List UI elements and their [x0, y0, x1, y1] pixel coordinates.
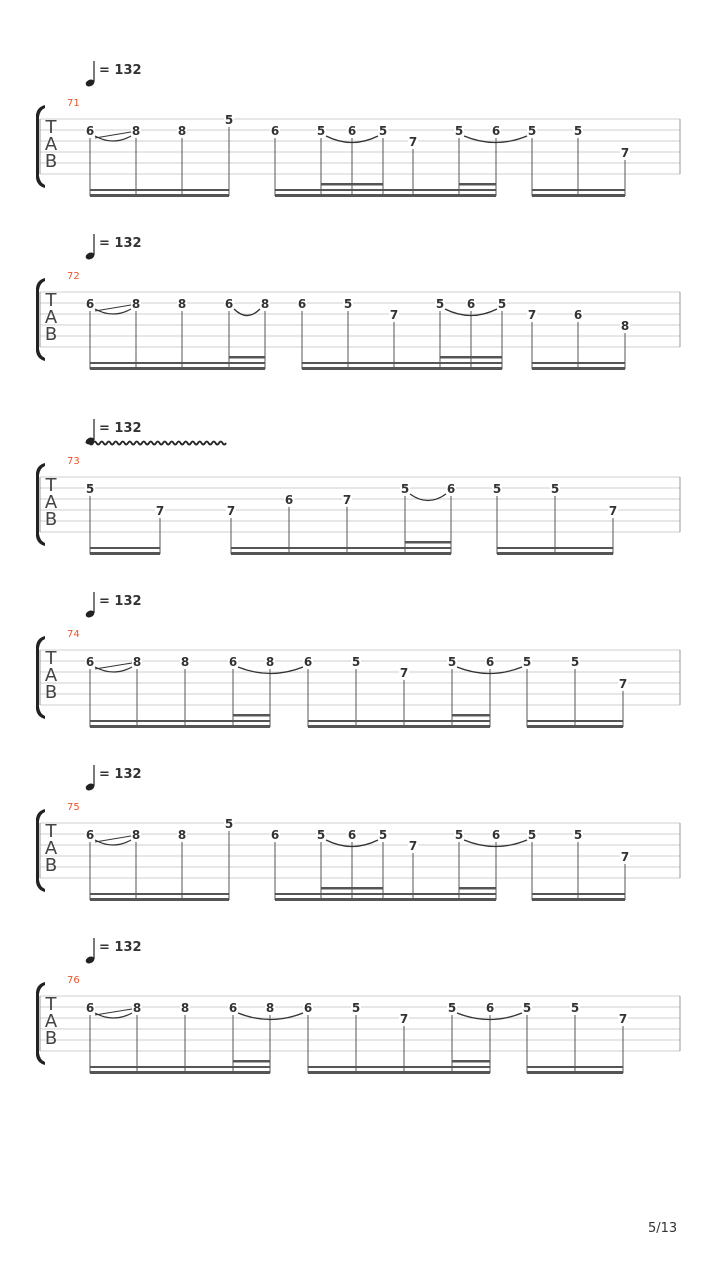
fret-number: 7: [408, 135, 418, 149]
tempo-value: = 132: [99, 594, 142, 609]
measure-number: 72: [67, 271, 80, 282]
fret-number: 6: [573, 308, 583, 322]
fret-number: 6: [85, 124, 95, 138]
beam: [527, 725, 623, 728]
tab-clef-letter: A: [44, 838, 58, 859]
fret-number: 7: [399, 1012, 409, 1026]
beam: [90, 547, 160, 549]
tab-system: [36, 938, 680, 1074]
fret-number: 7: [608, 504, 618, 518]
tab-system: [36, 234, 680, 370]
beam: [90, 1066, 270, 1068]
fret-number: 6: [297, 297, 307, 311]
fret-number: 7: [226, 504, 236, 518]
beam: [90, 362, 265, 364]
tab-clef-letter: T: [45, 648, 57, 669]
slur: [410, 494, 446, 501]
measure-number: 73: [67, 456, 80, 467]
tab-system: [36, 419, 680, 555]
fret-number: 6: [284, 493, 294, 507]
tempo-value: = 132: [99, 940, 142, 955]
beam: [90, 552, 160, 555]
fret-number: 5: [527, 828, 537, 842]
beam: [527, 720, 623, 722]
tab-clef-letter: B: [44, 509, 58, 530]
fret-number: 7: [620, 850, 630, 864]
fret-number: 5: [492, 482, 502, 496]
fret-number: 6: [466, 297, 476, 311]
fret-number: 6: [85, 1001, 95, 1015]
tab-system: [36, 61, 680, 197]
beam: [90, 189, 229, 191]
beam: [90, 1071, 270, 1074]
sixteenth-beam: [229, 356, 265, 359]
fret-number: 5: [316, 124, 326, 138]
tab-system: [36, 592, 680, 728]
sixteenth-beam: [405, 541, 451, 544]
fret-number: 7: [527, 308, 537, 322]
fret-number: 6: [446, 482, 456, 496]
tempo-value: = 132: [99, 63, 142, 78]
fret-number: 7: [342, 493, 352, 507]
fret-number: 5: [454, 124, 464, 138]
slide-line: [95, 663, 132, 669]
tempo-value: = 132: [99, 421, 142, 436]
measure-number: 76: [67, 975, 80, 986]
beam: [532, 893, 625, 895]
fret-number: 8: [265, 1001, 275, 1015]
fret-number: 6: [228, 655, 238, 669]
fret-number: 6: [491, 124, 501, 138]
beam: [532, 362, 625, 364]
fret-number: 6: [491, 828, 501, 842]
beam: [308, 720, 490, 722]
beam: [527, 1071, 623, 1074]
fret-number: 8: [132, 1001, 142, 1015]
fret-number: 5: [316, 828, 326, 842]
fret-number: 6: [485, 655, 495, 669]
fret-number: 6: [303, 1001, 313, 1015]
sixteenth-beam: [233, 714, 270, 717]
fret-number: 6: [347, 124, 357, 138]
fret-number: 5: [400, 482, 410, 496]
fret-number: 8: [132, 655, 142, 669]
beam: [532, 898, 625, 901]
fret-number: 7: [389, 308, 399, 322]
sixteenth-beam: [459, 183, 496, 186]
fret-number: 6: [303, 655, 313, 669]
tab-clef-letter: A: [44, 134, 58, 155]
fret-number: 5: [522, 655, 532, 669]
tab-clef-letter: T: [45, 117, 57, 138]
tab-clef-letter: T: [45, 821, 57, 842]
fret-number: 6: [85, 297, 95, 311]
fret-number: 5: [573, 828, 583, 842]
fret-number: 7: [408, 839, 418, 853]
beam: [231, 552, 451, 555]
measure-number: 74: [67, 629, 80, 640]
fret-number: 5: [378, 828, 388, 842]
tab-clef-letter: A: [44, 1011, 58, 1032]
tempo-marking: [85, 765, 142, 792]
fret-number: 8: [177, 828, 187, 842]
fret-number: 6: [224, 297, 234, 311]
tab-clef-letter: A: [44, 665, 58, 686]
tab-clef-letter: A: [44, 307, 58, 328]
beam: [90, 367, 265, 370]
beam: [90, 725, 270, 728]
beam: [308, 1071, 490, 1074]
measure-number: 71: [67, 98, 80, 109]
fret-number: 5: [527, 124, 537, 138]
tab-clef-letter: T: [45, 290, 57, 311]
beam: [90, 720, 270, 722]
fret-number: 5: [343, 297, 353, 311]
fret-number: 8: [180, 655, 190, 669]
beam: [275, 189, 496, 191]
slide-line: [95, 836, 131, 842]
fret-number: 6: [85, 655, 95, 669]
tab-clef-letter: B: [44, 1028, 58, 1049]
fret-number: 5: [447, 1001, 457, 1015]
tab-clef-letter: B: [44, 324, 58, 345]
sixteenth-beam: [321, 887, 383, 890]
beam: [532, 194, 625, 197]
tempo-marking: [85, 61, 142, 88]
fret-number: 8: [260, 297, 270, 311]
fret-number: 6: [347, 828, 357, 842]
sixteenth-beam: [440, 356, 502, 359]
fret-number: 5: [435, 297, 445, 311]
beam: [532, 189, 625, 191]
tab-clef-letter: T: [45, 475, 57, 496]
beam: [275, 893, 496, 895]
fret-number: 5: [85, 482, 95, 496]
beam: [231, 547, 451, 549]
tab-system: [36, 765, 680, 901]
fret-number: 7: [620, 146, 630, 160]
beam: [497, 547, 613, 549]
sixteenth-beam: [321, 183, 383, 186]
sixteenth-beam: [233, 1060, 270, 1063]
fret-number: 8: [620, 319, 630, 333]
beam: [275, 898, 496, 901]
tempo-marking: [85, 234, 142, 261]
fret-number: 5: [570, 1001, 580, 1015]
tab-clef-letter: B: [44, 855, 58, 876]
sixteenth-beam: [459, 887, 496, 890]
fret-number: 6: [228, 1001, 238, 1015]
fret-number: 6: [485, 1001, 495, 1015]
fret-number: 8: [131, 828, 141, 842]
beam: [497, 552, 613, 555]
tab-clef-letter: B: [44, 682, 58, 703]
tab-clef-letter: T: [45, 994, 57, 1015]
slide-line: [95, 132, 131, 138]
fret-number: 6: [85, 828, 95, 842]
fret-number: 5: [522, 1001, 532, 1015]
fret-number: 8: [177, 297, 187, 311]
fret-number: 5: [351, 655, 361, 669]
fret-number: 8: [265, 655, 275, 669]
sixteenth-beam: [452, 1060, 490, 1063]
fret-number: 7: [399, 666, 409, 680]
fret-number: 5: [454, 828, 464, 842]
fret-number: 8: [177, 124, 187, 138]
fret-number: 5: [447, 655, 457, 669]
fret-number: 5: [224, 817, 234, 831]
fret-number: 7: [618, 677, 628, 691]
slur: [234, 309, 260, 316]
beam: [302, 362, 502, 364]
tempo-value: = 132: [99, 236, 142, 251]
tempo-marking: [85, 938, 142, 965]
beam: [308, 725, 490, 728]
slide-line: [95, 1009, 132, 1015]
page-number: 5/13: [648, 1221, 678, 1236]
fret-number: 5: [224, 113, 234, 127]
fret-number: 5: [378, 124, 388, 138]
fret-number: 5: [497, 297, 507, 311]
fret-number: 5: [573, 124, 583, 138]
fret-number: 5: [550, 482, 560, 496]
beam: [90, 194, 229, 197]
fret-number: 6: [270, 124, 280, 138]
tab-clef-letter: B: [44, 151, 58, 172]
beam: [90, 893, 229, 895]
beam: [90, 898, 229, 901]
fret-number: 8: [131, 297, 141, 311]
fret-number: 5: [351, 1001, 361, 1015]
tab-clef-letter: A: [44, 492, 58, 513]
slide-line: [95, 305, 131, 311]
tempo-value: = 132: [99, 767, 142, 782]
beam: [532, 367, 625, 370]
sixteenth-beam: [452, 714, 490, 717]
measure-number: 75: [67, 802, 80, 813]
beam: [302, 367, 502, 370]
fret-number: 7: [155, 504, 165, 518]
fret-number: 8: [180, 1001, 190, 1015]
beam: [527, 1066, 623, 1068]
fret-number: 5: [570, 655, 580, 669]
fret-number: 6: [270, 828, 280, 842]
tempo-marking: [85, 592, 142, 619]
beam: [275, 194, 496, 197]
fret-number: 7: [618, 1012, 628, 1026]
vibrato-line: [86, 442, 226, 445]
fret-number: 8: [131, 124, 141, 138]
beam: [308, 1066, 490, 1068]
